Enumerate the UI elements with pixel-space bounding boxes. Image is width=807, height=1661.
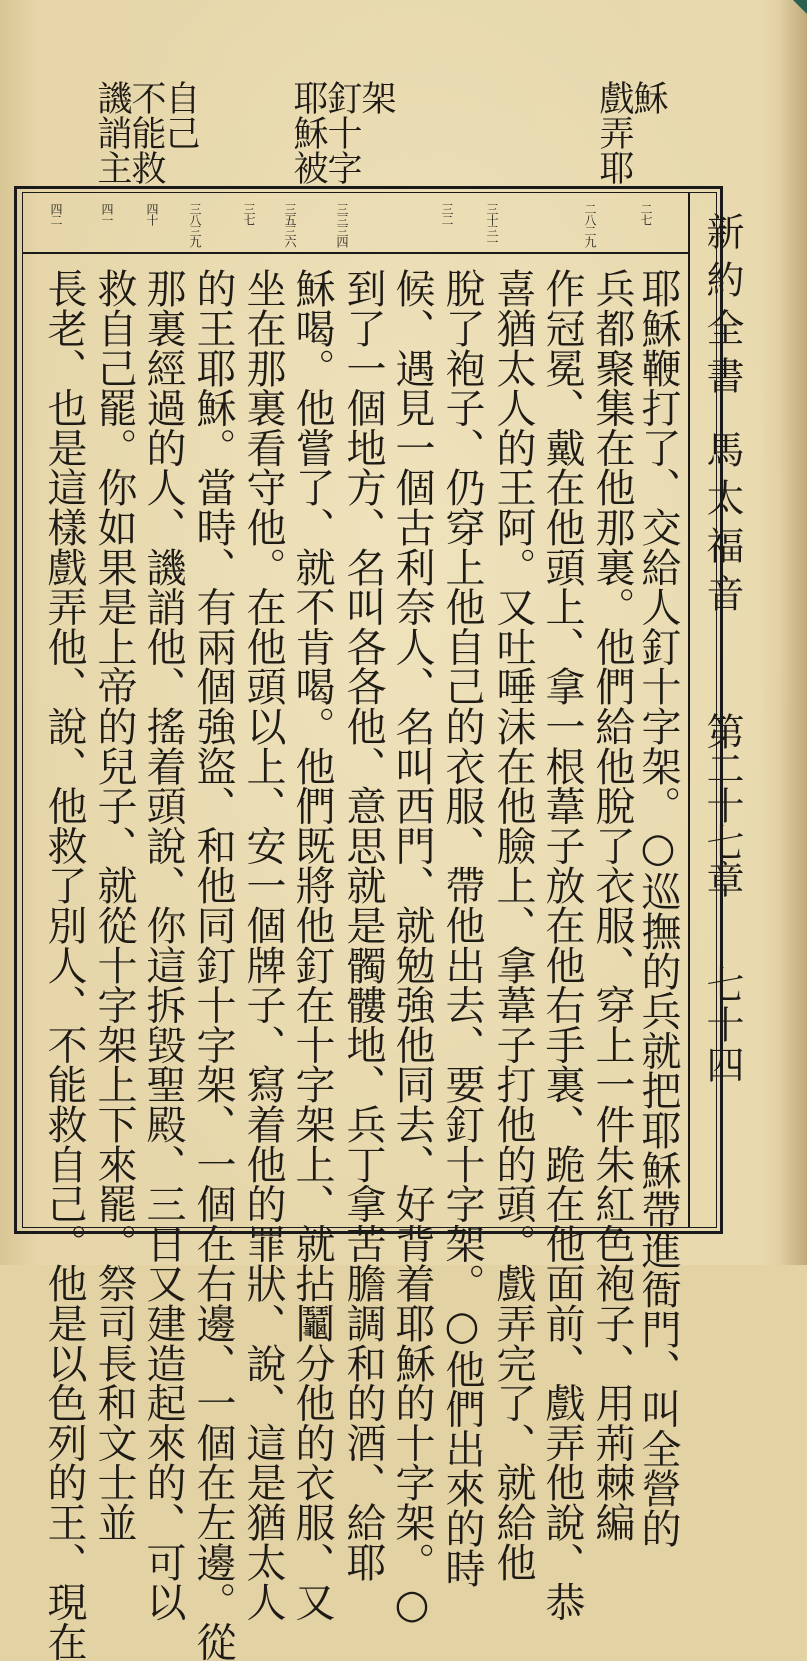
verse-note: 三七 [242, 203, 256, 225]
text-column: 喜猶太人的王阿。又吐唾沫在他臉上、拿葦子打他的頭。戲弄完了、就給他 [490, 268, 536, 1582]
text-column: 穌喝。他嘗了、就不肯喝。他們既將他釘在十字架上、就拈鬮分他的衣服、又 [289, 268, 335, 1622]
text-column: 作冠冕、戴在他頭上、拿一根葦子放在他右手裏、跪在他面前、戲弄他說、恭 [539, 268, 585, 1622]
text-column: 坐在那裏看守他。在他頭以上、安一個牌子、寫着他的罪狀、說、這是猶太人 [240, 268, 286, 1622]
text-column: 耶穌鞭打了、交給人釘十字架。○巡撫的兵就把耶穌帶進衙門、叫全營的 [635, 268, 681, 1548]
text-column: 到了一個地方、名叫各各他、意思就是髑髏地、兵丁拿苦膽調和的酒、給耶 [340, 268, 386, 1582]
corner-tab [793, 0, 807, 14]
text-column: 救自己罷。你如果是上帝的兒子、就從十字架上下來罷。祭司長和文士並 [91, 268, 137, 1542]
page-edge-shadow [780, 0, 807, 1265]
text-column: 候、遇見一個古利奈人、名叫西門、就勉強他同去、好背着耶穌的十字架。○ [389, 268, 435, 1628]
section-heading-mockery-save-himself [92, 80, 200, 185]
verse-note: 二八二九 [583, 203, 597, 247]
margin-divider [688, 192, 690, 1228]
verse-note: 三二 [440, 203, 454, 225]
heading-column: 穌 [628, 80, 668, 115]
verse-note: 四二 [49, 203, 63, 225]
heading-column: 戲弄耶 [594, 80, 634, 185]
verse-note: 三五三六 [283, 203, 297, 247]
text-column: 兵都聚集在他那裏。他們給他脫了衣服、穿上一件朱紅色袍子、用荊棘編 [589, 268, 635, 1542]
verse-note: 二七 [639, 203, 653, 225]
gospel-title: 馬太福音 [700, 430, 744, 622]
text-column: 長老、也是這樣戲弄他、說、他救了別人、不能救自己。他是以色列的王、現在 [41, 268, 87, 1661]
page-number: 七十四 [700, 965, 744, 1085]
heading-column: 耶穌被 [288, 80, 328, 185]
heading-column: 自己 [160, 80, 200, 150]
heading-column: 不能救 [126, 80, 166, 185]
book-title: 新約全書 [700, 212, 744, 404]
verse-note: 四一 [100, 203, 114, 225]
verse-note: 四十 [145, 203, 159, 225]
text-column: 那裏經過的人、譏誚他、搖着頭說、你這拆毀聖殿、三日又建造起來的、可以 [140, 268, 186, 1622]
section-heading-mocking [594, 80, 668, 185]
chapter-label: 第二十七章 [700, 712, 744, 897]
text-column: 的王耶穌。當時、有兩個強盜、和他同釘十字架、一個在右邊、一個在左邊。從 [190, 268, 236, 1661]
section-heading-crucifixion [288, 80, 396, 185]
heading-column: 架 [356, 80, 396, 115]
heading-column: 譏誚主 [92, 80, 132, 185]
verse-note: 三十三一 [485, 203, 499, 247]
verse-note: 三三三四 [335, 203, 349, 247]
verse-note: 三八三九 [188, 203, 202, 247]
verse-note-divider [22, 252, 689, 254]
heading-column: 釘十字 [322, 80, 362, 185]
text-column: 脫了袍子、仍穿上他自己的衣服、帶他出去、要釘十字架。○他們出來的時 [439, 268, 485, 1588]
